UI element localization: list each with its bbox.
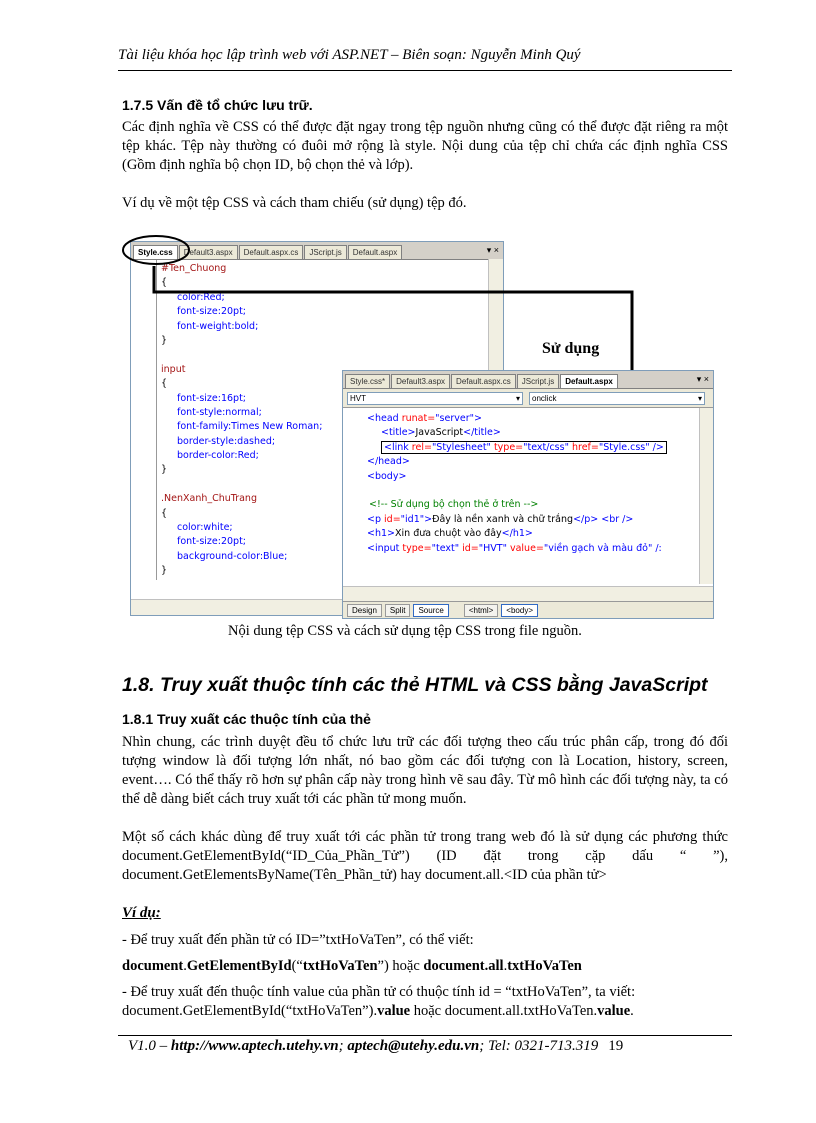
code-text: value [377, 1003, 411, 1019]
code-token: Xin đưa chuột vào đây [395, 528, 502, 540]
section-1-7-5-paragraph [122, 118, 728, 175]
link-tag-highlight [381, 441, 667, 454]
html-code[interactable] [343, 408, 713, 555]
code-line: .NenXanh_ChuTrang [161, 493, 257, 505]
code-text: hoặc document.all.txtHoVaTen. [410, 1003, 598, 1019]
object-dropdown[interactable] [347, 392, 523, 405]
code-token: value= [506, 542, 544, 554]
tab-default-aspx-cs[interactable]: Default.aspx.cs [451, 374, 516, 388]
navigation-bar [343, 389, 713, 408]
footer-url[interactable]: http://www.aptech.utehy.vn [170, 1038, 339, 1054]
footer-rule [118, 1035, 732, 1036]
tab-style-css[interactable]: Style.css* [345, 374, 390, 388]
tab-jscript-js[interactable]: JScript.js [517, 374, 559, 388]
code-line: } [161, 565, 168, 577]
code-token: <br /> [598, 513, 634, 525]
example-label: Ví dụ: [122, 905, 161, 921]
code-token: <h1> [367, 528, 395, 540]
code-line: input [161, 363, 186, 375]
page-number: 19 [608, 1038, 624, 1054]
code-token: id= [381, 513, 401, 525]
code-token: JavaScript [415, 427, 464, 439]
code-text: ”) hoặc [377, 958, 424, 974]
code-token: </h1> [501, 528, 533, 540]
code-token: </p> [573, 513, 599, 525]
code-token: "Stylesheet" [431, 441, 491, 453]
code-line: font-weight:bold; [177, 320, 259, 332]
source-view-button[interactable]: Source [413, 604, 448, 617]
usage-label: Sử dụng [542, 340, 600, 357]
paragraph-text: Nhìn chung, các trình duyệt đều tổ chức lưu trữ các đối tượng theo cấu trúc phân cấp, trong đó đối tượng window là đối tượng lớn nhất, nó bao gồm các đối tượng con là Location, history, screen, event…. Có thể thấy rõ hơn sự phân cấp này trong hình vẽ sau đây. Từ mô hình các đối tượng này, ta có thể dễ dàng biết cách truy xuất tới các phần tử mong muốn. [122, 734, 728, 807]
tab-default3-aspx[interactable]: Default3.aspx [391, 374, 450, 388]
code-token: > [473, 413, 482, 424]
code-token: <head [367, 413, 399, 424]
header-rule [118, 70, 732, 71]
code-token: <title> [381, 427, 416, 439]
code-text: . [630, 1003, 634, 1019]
code-line: #Ten_Chuong [161, 263, 227, 274]
example-line-4 [122, 1003, 634, 1020]
code-token: href= [568, 441, 599, 453]
code-text: (“ [291, 958, 303, 974]
tab-default-aspx-cs[interactable]: Default.aspx.cs [239, 245, 304, 259]
code-line: } [161, 464, 168, 476]
horizontal-scrollbar[interactable] [343, 586, 713, 601]
code-text: . [503, 958, 508, 974]
code-token: "text/css" [523, 441, 569, 453]
code-token: /> [649, 441, 664, 453]
code-token: "viền gạch và màu đỏ" [543, 542, 653, 554]
breadcrumb-html[interactable]: <html> [464, 604, 498, 617]
code-text: document.GetElementById(“txtHoVaTen”). [122, 1003, 378, 1019]
split-view-button[interactable]: Split [385, 604, 411, 617]
code-line [367, 483, 713, 497]
code-token: type= [399, 542, 432, 554]
tab-style-css[interactable]: Style.css [133, 245, 178, 259]
code-text: GetElementById [186, 958, 292, 974]
chevron-down-icon: ▾ [515, 393, 520, 403]
code-token: <p [367, 513, 381, 525]
code-token: type= [490, 441, 524, 453]
example-line-2 [122, 958, 582, 975]
code-text: value [597, 1003, 631, 1019]
tab-default3-aspx[interactable]: Default3.aspx [179, 245, 238, 259]
code-token: id= [459, 542, 479, 554]
close-icon[interactable]: ▾ × [486, 245, 499, 255]
code-line: font-size:20pt; [177, 306, 246, 318]
section-1-8-1-title: 1.8.1 Truy xuất các thuộc tính của thẻ [122, 711, 371, 727]
page-footer [128, 1038, 623, 1055]
example-intro [122, 194, 728, 213]
paragraph-text: Ví dụ về một tệp CSS và cách tham chiếu (sử dụng) tệp đó. [122, 195, 467, 211]
code-line: <body> [367, 470, 407, 482]
section-1-7-5-title: 1.7.5 Vấn đề tổ chức lưu trữ. [122, 97, 313, 113]
code-text: document [122, 958, 184, 974]
section-1-8-title: 1.8. Truy xuất thuộc tính các thẻ HTML và CSS bằng JavaScript [122, 674, 708, 696]
footer-tel: ; Tel: 0321-713.319 [479, 1038, 599, 1054]
code-line: color:white; [177, 522, 233, 534]
footer-separator: ; [338, 1038, 348, 1054]
code-text: document.all [423, 958, 504, 974]
view-bar [343, 601, 713, 618]
code-line: font-style:normal; [177, 406, 262, 418]
highlight-ellipse [123, 236, 189, 264]
code-token: "text" [431, 542, 460, 554]
footer-email[interactable]: aptech@utehy.edu.vn [347, 1038, 480, 1054]
dropdown-value: HVT [350, 393, 366, 403]
code-token: <link [384, 441, 409, 453]
code-line: font-size:20pt; [177, 536, 246, 548]
example-line-1: - Để truy xuất đến phần tử có ID=”txtHoVaTen”, có thể viết: [122, 932, 474, 948]
code-line: border-color:Red; [177, 450, 259, 462]
paragraph-text: Các định nghĩa về CSS có thể được đặt ngay trong tệp nguồn nhưng cũng có thể được đặt riêng ra một tệp khác. Tệp này thường có đuôi mở rộng là style. Nội dung của tệp chỉ chứa các định nghĩa CSS (Gồm định nghĩa bộ chọn ID, bộ chọn thẻ và lớp). [122, 119, 728, 173]
code-line: font-size:16pt; [177, 392, 246, 404]
code-text: . [183, 958, 187, 974]
dropdown-value: onclick [532, 393, 557, 403]
code-token: "id1" [400, 513, 425, 525]
code-line: background-color:Blue; [177, 550, 288, 562]
code-token: /: [652, 542, 662, 554]
code-line: { [161, 378, 168, 390]
example-line-3: - Để truy xuất đến thuộc tính value của phần tử có thuộc tính id = “txtHoVaTen”, ta viết: [122, 984, 636, 1000]
code-token: "server" [435, 413, 474, 424]
editor-window-default-aspx [342, 370, 714, 619]
code-text: txtHoVaTen [507, 958, 582, 974]
design-view-button[interactable]: Design [347, 604, 382, 617]
code-line: { [161, 507, 168, 519]
code-token: </title> [463, 427, 501, 439]
code-line: color:Red; [177, 291, 225, 303]
code-token: "HVT" [478, 542, 507, 554]
vertical-scrollbar[interactable] [699, 408, 713, 584]
access-methods-paragraph [122, 828, 728, 885]
code-line: border-style:dashed; [177, 435, 276, 447]
tab-default-aspx[interactable]: Default.aspx [348, 245, 402, 259]
page-header: Tài liệu khóa học lập trình web với ASP.NET – Biên soạn: Nguyễn Minh Quý [118, 47, 581, 63]
code-token: "Style.css" [598, 441, 650, 453]
close-icon[interactable]: ▾ × [696, 374, 709, 384]
section-1-8-1-paragraph [122, 733, 728, 809]
paragraph-text: Một số cách khác dùng để truy xuất tới các phần tử trong trang web đó là sử dụng các phương thức document.GetElementById(“ID_Của_Phần_Tử”) (ID đặt trong cặp dấu “ ”), document.GetElementsByName(Tên_Phần_tử) hay document.all.<ID của phần tử> [122, 829, 728, 883]
code-token: > [424, 513, 433, 525]
code-line: } [161, 334, 168, 346]
footer-version: V1.0 – [128, 1038, 171, 1054]
code-line: <!-- Sử dụng bộ chọn thẻ ở trên --> [369, 499, 539, 511]
code-text: txtHoVaTen [302, 958, 378, 974]
tab-default-aspx[interactable]: Default.aspx [560, 374, 618, 388]
breadcrumb-body[interactable]: <body> [501, 604, 538, 617]
code-token: runat= [398, 413, 436, 424]
figure-screenshot [122, 230, 718, 622]
code-token: <input [367, 542, 400, 554]
chevron-down-icon: ▾ [697, 393, 702, 403]
code-line: font-family:Times New Roman; [177, 421, 323, 433]
code-token: Đây là nền xanh và chữ trắng [432, 513, 574, 525]
figure-caption: Nội dung tệp CSS và cách sử dụng tệp CSS trong file nguồn. [228, 623, 582, 639]
code-line: { [161, 277, 168, 289]
tab-strip [343, 371, 713, 389]
code-line: </head> [367, 456, 410, 468]
code-token: rel= [408, 441, 432, 453]
event-dropdown[interactable] [529, 392, 705, 405]
tab-jscript-js[interactable]: JScript.js [304, 245, 346, 259]
